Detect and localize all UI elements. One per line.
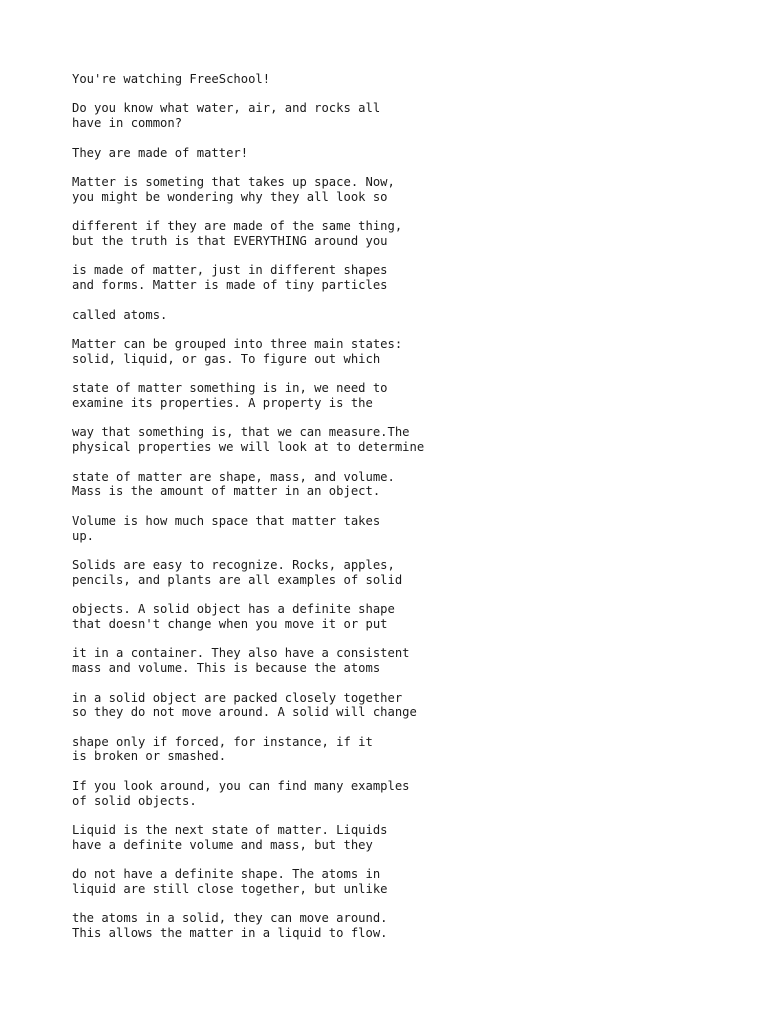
text-line: mass and volume. This is because the atoms <box>72 661 381 676</box>
text-line: physical properties we will look at to determine <box>72 440 425 455</box>
text-line: Matter is someting that takes up space. Now, <box>72 175 395 190</box>
text-line: the atoms in a solid, they can move around. <box>72 911 388 926</box>
text-line: different if they are made of the same thing, <box>72 219 403 234</box>
transcript-text <box>72 72 752 956</box>
text-line: in a solid object are packed closely together <box>72 690 403 705</box>
text-line: Mass is the amount of matter in an object. <box>72 484 381 499</box>
text-line: solid, liquid, or gas. To figure out which <box>72 351 381 366</box>
paragraph <box>72 779 752 808</box>
paragraph <box>72 558 752 587</box>
text-line: This allows the matter in a liquid to flow. <box>72 926 388 941</box>
text-line: objects. A solid object has a definite shape <box>72 602 395 617</box>
text-line: do not have a definite shape. The atoms in <box>72 867 381 882</box>
text-line: Volume is how much space that matter takes <box>72 513 381 528</box>
text-line: of solid objects. <box>72 793 197 808</box>
text-line: but the truth is that EVERYTHING around you <box>72 234 388 248</box>
text-line: you might be wondering why they all look so <box>72 189 388 204</box>
paragraph <box>72 263 752 292</box>
paragraph <box>72 308 752 323</box>
text-line: Do you know what water, air, and rocks all <box>72 101 381 116</box>
paragraph <box>72 646 752 675</box>
text-line: Solids are easy to recognize. Rocks, apples, <box>72 558 395 572</box>
text-line: have a definite volume and mass, but they <box>72 837 373 852</box>
paragraph <box>72 691 752 720</box>
text-line: is made of matter, just in different shapes <box>72 263 388 278</box>
text-line: pencils, and plants are all examples of solid <box>72 572 403 587</box>
text-line: that doesn't change when you move it or put <box>72 616 388 631</box>
text-line: If you look around, you can find many examples <box>72 778 410 793</box>
paragraph <box>72 175 752 204</box>
text-line: examine its properties. A property is the <box>72 396 373 410</box>
text-line: Liquid is the next state of matter. Liquids <box>72 823 388 838</box>
paragraph <box>72 425 752 454</box>
text-line: up. <box>72 528 95 543</box>
text-line: way that something is, that we can measure.The <box>72 425 410 440</box>
text-line: so they do not move around. A solid will change <box>72 705 417 720</box>
paragraph <box>72 219 752 248</box>
paragraph <box>72 911 752 940</box>
text-line: You're watching FreeSchool! <box>72 72 271 86</box>
text-line: is broken or smashed. <box>72 749 227 764</box>
paragraph <box>72 101 752 130</box>
text-line: called atoms. <box>72 307 168 322</box>
paragraph <box>72 514 752 543</box>
text-line: state of matter are shape, mass, and volume. <box>72 469 395 484</box>
paragraph <box>72 602 752 631</box>
text-line: liquid are still close together, but unlike <box>72 881 388 896</box>
paragraph <box>72 337 752 366</box>
text-line: Matter can be grouped into three main states: <box>72 337 403 352</box>
text-line: shape only if forced, for instance, if it <box>72 734 373 749</box>
paragraph <box>72 72 752 87</box>
paragraph <box>72 470 752 499</box>
text-line: it in a container. They also have a consistent <box>72 646 410 661</box>
paragraph <box>72 146 752 161</box>
paragraph <box>72 823 752 852</box>
text-line: and forms. Matter is made of tiny particles <box>72 278 388 293</box>
paragraph <box>72 381 752 410</box>
text-line: have in common? <box>72 116 183 131</box>
text-line: state of matter something is in, we need to <box>72 381 388 396</box>
paragraph <box>72 867 752 896</box>
paragraph <box>72 735 752 764</box>
text-line: They are made of matter! <box>72 145 249 160</box>
